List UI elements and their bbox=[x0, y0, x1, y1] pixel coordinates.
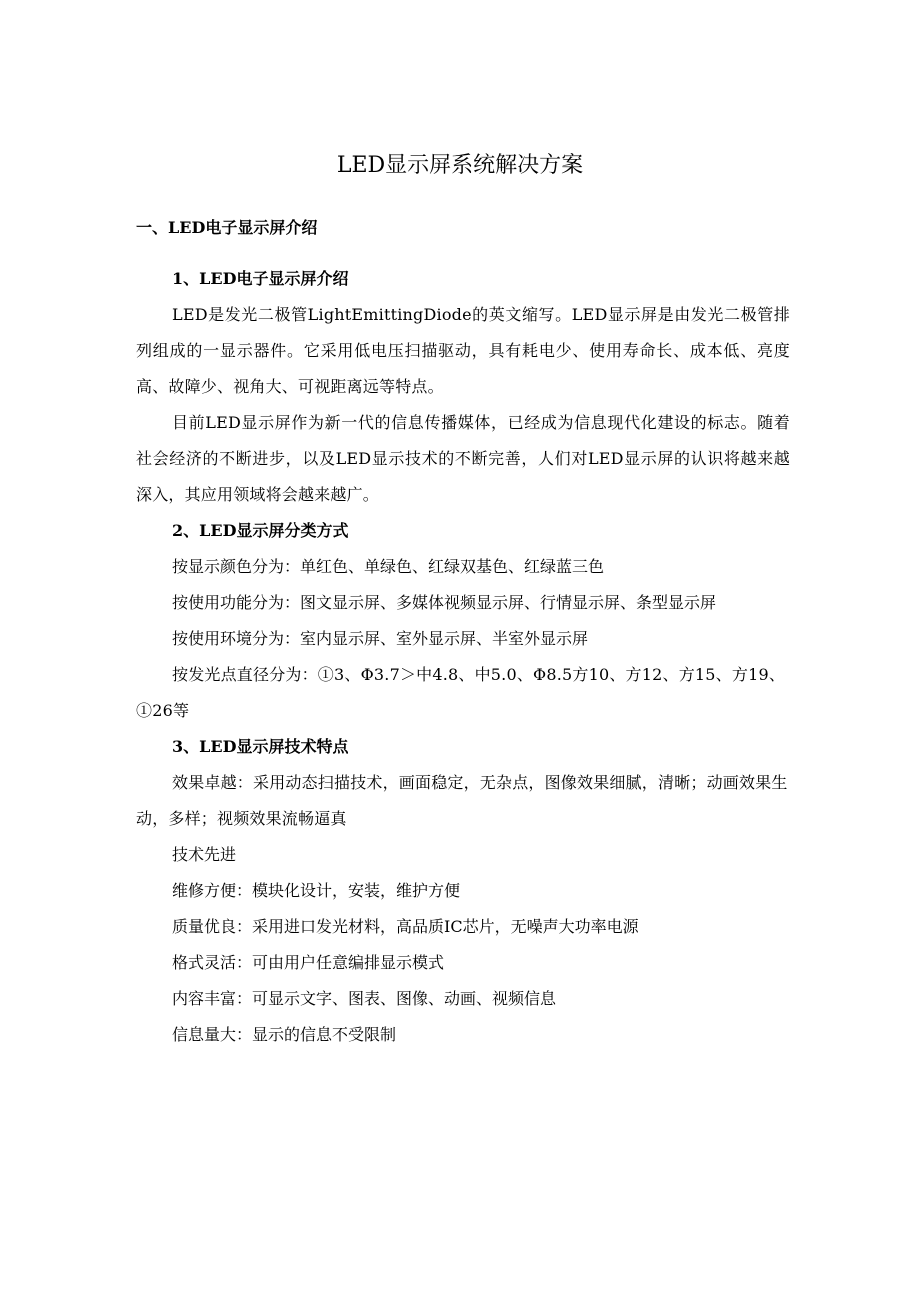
subsection-heading-intro: 1、LED电子显示屏介绍 bbox=[172, 269, 349, 288]
feature-content: 内容丰富：可显示文字、图表、图像、动画、视频信息 bbox=[172, 989, 557, 1008]
feature-maintenance: 维修方便：模块化设计，安装，维护方便 bbox=[172, 881, 461, 900]
feature-effect: 效果卓越：采用动态扫描技术，画面稳定，无杂点，图像效果细腻，清晰；动画效果生动，多样；视频效果流畅逼真 bbox=[136, 773, 788, 828]
document-title: LED显示屏系统解决方案 bbox=[336, 153, 584, 178]
section-heading-intro: 一、LED电子显示屏介绍 bbox=[136, 218, 318, 237]
classification-by-color: 按显示颜色分为：单红色、单绿色、红绿双基色、红绿蓝三色 bbox=[172, 557, 605, 576]
classification-by-environment: 按使用环境分为：室内显示屏、室外显示屏、半室外显示屏 bbox=[172, 629, 589, 648]
paragraph-led-definition: LED是发光二极管LightEmittingDiode的英文缩写。LED显示屏是由发光二极管排列组成的一显示器件。它采用低电压扫描驱动，具有耗电少、使用寿命长、成本低、亮度高、故障少、视角大、可视距离远等特点。 bbox=[136, 305, 790, 396]
feature-technology: 技术先进 bbox=[172, 845, 237, 864]
feature-information: 信息量大：显示的信息不受限制 bbox=[172, 1025, 397, 1044]
document-body bbox=[136, 261, 790, 1053]
subsection-heading-classification: 2、LED显示屏分类方式 bbox=[172, 521, 349, 540]
paragraph-led-applications: 目前LED显示屏作为新一代的信息传播媒体，已经成为信息现代化建设的标志。随着社会经济的不断进步，以及LED显示技术的不断完善，人们对LED显示屏的认识将越来越深入，其应用领域将会越来越广。 bbox=[136, 413, 790, 504]
feature-quality: 质量优良：采用进口发光材料，高品质IC芯片，无噪声大功率电源 bbox=[172, 917, 639, 936]
classification-by-function: 按使用功能分为：图文显示屏、多媒体视频显示屏、行情显示屏、条型显示屏 bbox=[172, 593, 717, 612]
subsection-heading-features: 3、LED显示屏技术特点 bbox=[172, 737, 349, 756]
feature-format: 格式灵活：可由用户任意编排显示模式 bbox=[172, 953, 445, 972]
classification-by-pixel-diameter: 按发光点直径分为：①3、Φ3.7＞中4.8、中5.0、Φ8.5方10、方12、方15、方19、①26等 bbox=[136, 665, 786, 720]
